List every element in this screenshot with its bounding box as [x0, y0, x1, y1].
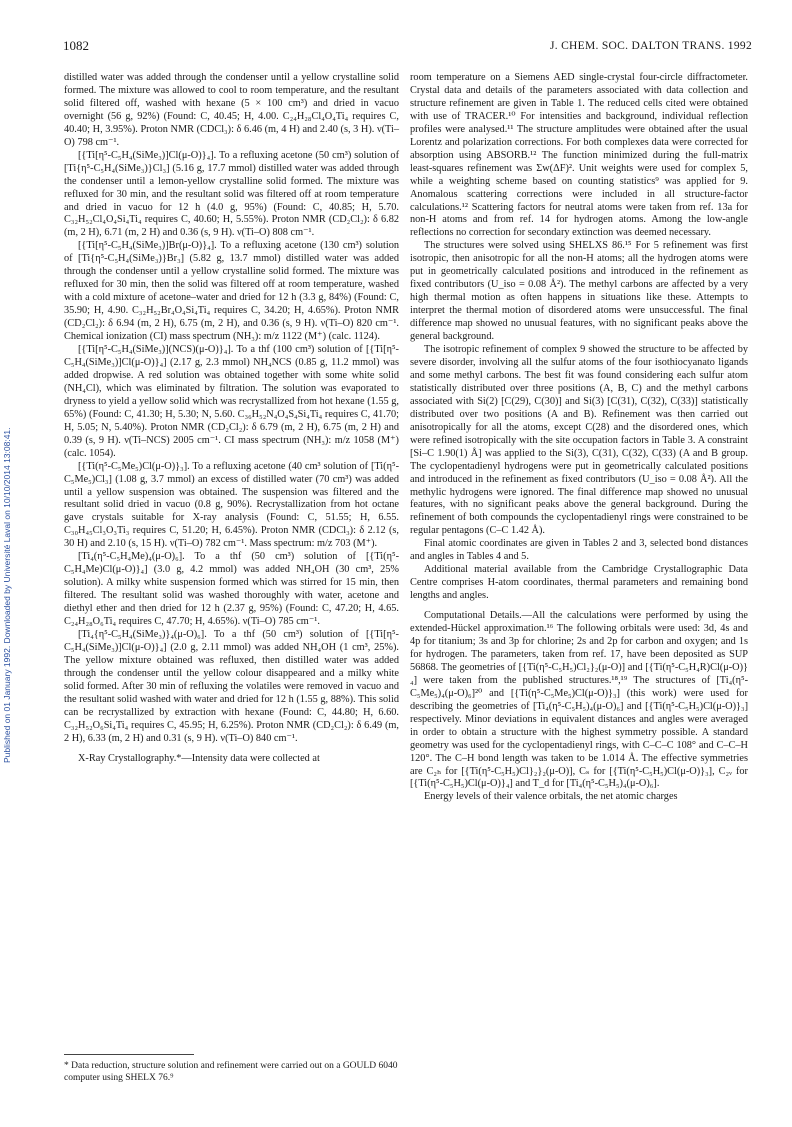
left-column — [64, 72, 399, 766]
paragraph: Final atomic coordinates are given in Tables 2 and 3, selected bond distances and angles in Tables 4 and 5. — [410, 538, 748, 563]
paragraph: [{Ti[η⁵-C₅H₄(SiMe₃)]Cl(μ-O)}₄]. To a refluxing acetone (50 cm³) solution of [Ti{η⁵-C₅H₄(SiMe₃)}Cl₃] (5.16 g, 17.7 mmol) distilled water was added through the condenser until a lemon-yellow crystalline solid formed. The mixture was refluxed for 30 min, and the resultant solid was filtered off at room temperature and dried in vacuo for 12 h (4.0 g, 95%) (Found: C, 40.85; H, 5.70. C₃₂H₅₂Cl₄O₄Si₄Ti₄ requires C, 40.60; H, 5.55%). Proton NMR (CD₂Cl₂): δ 6.82 (m, 2 H), 6.71 (m, 2 H) and 0.36 (s, 9 H). ν(Ti–O) 808 cm⁻¹. — [64, 149, 399, 239]
paragraph: room temperature on a Siemens AED single-crystal four-circle diffractometer. Crystal data and details of the parameters associated with data collection and structure refinement are given in Table 1. The reduced cells cited were obtained with use of TRACER.¹⁰ For intensities and background, individual reflection profiles were analysed.¹¹ The structure amplitudes were obtained after the usual Lorentz and polarization corrections. For both complexes data were corrected for absorption using ABSORB.¹² The function minimized during the full-matrix least-squares refinement was Σw(ΔF)². Unit weights were used for complex 5, while a weighting scheme based on counting statistics⁹ was applied for 9. Anomalous scattering corrections were included in all structure-factor calculations.¹² Scattering factors for neutral atoms were taken from ref. 13a for non-H atoms and from ref. 14 for hydrogen atoms. Among the low-angle reflections no correction for secondary extinction was deemed necessary. — [410, 72, 748, 239]
footnote — [64, 1060, 399, 1084]
section-start-paragraph: Computational Details.—All the calculations were performed by using the extended-Hückel approximation.¹⁶ The following orbitals were used: 3d, 4s and 4p for titanium; 3s and 3p for chlorine; 2s and 2p for carbon and oxygen; and 1s for hydrogen. The parameters, taken from ref. 17, have been deposited as SUP 56868. The geometries of [{Ti(η⁵-C₅H₅)Cl₂}₂(μ-O)] and [{Ti(η⁵-C₅H₄R)Cl(μ-O)}₄] were taken from the published structures.¹⁸,¹⁹ The structures of [Ti₄(η⁵-C₅Me₅)₄(μ-O)₆]²⁰ and [{Ti(η⁵-C₅Me₅)Cl(μ-O)}₃] (this work) were used for describing the geometries of [Ti₄(η⁵-C₅H₅)₄(μ-O)₆] and [{Ti(η⁵-C₅H₅)Cl(μ-O)}₃] respectively. Minor deviations in equivalent distances and angles were averaged in order to obtain a structure with the highest symmetry possible. A standard geometry was used for the cyclopentadienyl rings, with C–C–C 108° and C–C–H 120°. The C–H bond length was taken to be 1.014 Å. The effective symmetries are C₂ₕ for [{Ti(η⁵-C₅H₅)Cl}₂}₂(μ-O)], Cₛ for [{Ti(η⁵-C₅H₅)Cl(μ-O)}₃], C₂ᵥ for [{Ti(η⁵-C₅H₅)Cl(μ-O)}₄] and T_d for [Ti₄(η⁵-C₅H₅)₄(μ-O)₆]. — [410, 610, 748, 790]
footnote-text: * Data reduction, structure solution and refinement were carried out on a GOULD 6040 computer using SHELX 76.⁹ — [64, 1061, 398, 1083]
paragraph: Additional material available from the Cambridge Crystallographic Data Centre comprises H-atom coordinates, thermal parameters and remaining bond lengths and angles. — [410, 564, 748, 602]
right-column — [410, 72, 748, 804]
paragraph: [{Ti(η⁵-C₅Me₅)Cl(μ-O)}₃]. To a refluxing acetone (40 cm³ solution of [Ti(η⁵-C₅Me₅)Cl₃] (1.08 g, 3.7 mmol) an excess of distilled water (70 cm³) was added until a yellow suspension was obtained. The suspension was filtered and the resultant solid dried in vacuo (0.8 g, 90%). Recrystallization from hot octane gave crystals suitable for X-ray analysis (Found: C, 51.55; H, 6.55. C₃₀H₄₅Cl₃O₃Ti₃ requires C, 51.20; H, 6.45%). Proton NMR (CDCl₃): δ 2.12 (s, 30 H) and 2.10 (s, 15 H). ν(Ti–O) 782 cm⁻¹. Mass spectrum: m/z 703 (M⁺). — [64, 460, 399, 550]
paragraph: The structures were solved using SHELXS 86.¹⁵ For 5 refinement was first isotropic, then anisotropic for all the non-H atoms; all the hydrogen atoms were put in geometrically calculated positions and introduced in the refinement as fixed contributors (U_iso = 0.08 Å²). The methyl carbons are affected by a very high thermal motion as often happens in situations like these. Attempts to interpret the thermal motion of disordered atoms were unsuccessful. The final difference map showed no unusual features, with no significant peaks above the general background. — [410, 240, 748, 343]
download-sidenote: Published on 01 January 1992. Downloaded by Université Laval on 10/10/2014 13:08:41. — [2, 427, 12, 763]
journal-header: J. CHEM. SOC. DALTON TRANS. 1992 — [549, 40, 752, 52]
paragraph: distilled water was added through the condenser until a yellow crystalline solid formed. The mixture was allowed to cool to room temperature, and the resultant solid filtered off, washed with hexane (5 × 100 cm³) and dried in vacuo overnight (56 g, 92%) (Found: C, 40.45; H, 4.00. C₂₄H₂₈Cl₄O₄Ti₄ requires C, 40.40; H, 3.95%). Proton NMR (CDCl₃): δ 6.46 (m, 4 H) and 2.40 (s, 3 H). ν(Ti–O) 798 cm⁻¹. — [64, 72, 399, 148]
paragraph: [Ti₄{η⁵-C₅H₄(SiMe₃)}₄(μ-O)₆]. To a thf (50 cm³) solution of [{Ti[η⁵-C₅H₄(SiMe₃)]Cl(μ-O)}₄] (2.0 g, 2.11 mmol) was added NH₄OH (1 cm³, 25%). The yellow mixture obtained was refluxed, then distilled water was added through the condenser until the yellow colour disappeared and a milky white solid formed. After 30 min of refluxing the volatiles were removed in vacuo and the resultant solid washed with water and dried for 12 h (1.55 g, 88%). This solid can be recrystallized by extraction with hexane (Found: C, 44.80; H, 6.60. C₃₂H₅₂O₆Si₄Ti₄ requires C, 45.95; H, 6.25%). Proton NMR (CD₂Cl₂): δ 6.49 (m, 2 H), 6.33 (m, 2 H) and 0.31 (s, 9 H). ν(Ti–O) 840 cm⁻¹. — [64, 628, 399, 744]
paragraph: Energy levels of their valence orbitals, the net atomic charges — [424, 791, 678, 803]
paragraph: The isotropic refinement of complex 9 showed the structure to be affected by severe disorder, involving all the sulfur atoms of the four isothiocyanato ligands and some methyl carbons. The best fit was found considering each sulfur atom statistically distributed over three positions (A, B, C) and the methyl carbons associated with Si(2) [C(29), C(30)] and Si(3) [C(31), C(32), C(33)] statistically distributed over two positions (A and B). Refinement was then carried out anisotropically for all the atoms, except C(28) and the disordered ones, which were refined isotropically with the site occupation factors in Table 3. A constraint [Si–C 1.90(1) Å] was applied to the Si(3), C(31), C(32), C(33) (A and B group. The cyclopentadienyl hydrogens were put in geometrically calculated positions and introduced in the refinement as fixed contributors (U_iso = 0.08 Å²). All the methylic hydrogens were ignored. The final difference map showed no unusual features, with no significant peaks above the general background. During the refinement of both compounds the cyclopentadienyl rings were constrained to be regular pentagons (C–C 1.42 Å). — [410, 344, 748, 537]
section-start-paragraph: X-Ray Crystallography.*—Intensity data were collected at — [78, 752, 320, 764]
footnote-rule — [64, 1054, 194, 1055]
paragraph: [{Ti[η⁵-C₅H₄(SiMe₃)](NCS)(μ-O)}₄]. To a thf (100 cm³) solution of [{Ti[η⁵-C₅H₄(SiMe₃)]Cl(μ-O)}₄] (2.17 g, 2.3 mmol) NH₄NCS (0.85 g, 11.2 mmol) was added dropwise. A red solution was obtained together with some white solid (NH₄Cl), which was eliminated by filtration. The solution was evaporated to dryness to yield a yellow solid which was recrystallized from hot hexane (1.55 g, 65%) (Found: C, 41.30; H, 5.30; N, 5.60. C₃₆H₅₂N₄O₄S₄Si₄Ti₄ requires C, 41.70; H, 5.05; N, 5.40%). Proton NMR (CD₂Cl₂): δ 6.79 (m, 2 H), 6.75 (m, 2 H) and 0.39 (s, 9 H). ν(Ti–NCS) 2005 cm⁻¹. CI mass spectrum (NH₃): m/z 1058 (M⁺) (calc. 1054). — [64, 344, 399, 459]
paragraph: [{Ti[η⁵-C₅H₄(SiMe₃)]Br(μ-O)}₄]. To a refluxing acetone (130 cm³) solution of [Ti{η⁵-C₅H₄(SiMe₃)}Br₃] (5.82 g, 13.7 mmol) distilled water was added through the condenser until a yellow crystalline solid formed. The mixture was refluxed for 30 min, then the solid was filtered off at room temperature, washed with a cold mixture of acetone–water and dried for 12 h (3.3 g, 84%) (Found: C, 35.90; H, 4.90. C₃₂H₅₂Br₄O₄Si₄Ti₄ requires C, 34.20; H, 4.65%). Proton NMR (CD₂Cl₂): δ 6.94 (m, 2 H), 6.75 (m, 2 H), and 0.36 (s, 9 H). ν(Ti–O) 820 cm⁻¹. Chemical ionization (CI) mass spectrum (NH₃): m/z 1122 (M⁺) (calc. 1124). — [64, 240, 399, 343]
page-number: 1082 — [63, 38, 89, 53]
paragraph: [Ti₄(η⁵-C₅H₄Me)₄(μ-O)₆]. To a thf (50 cm³) solution of [{Ti(η⁵-C₅H₄Me)Cl(μ-O)}₄] (3.0 g, 4.2 mmol) was added NH₄OH (30 cm³, 25% solution). A milky white suspension formed which was stirred for 15 min, then filtered. The resultant solid was washed thoroughly with water, acetone and diethyl ether and then dried for 12 h (2.37 g, 95%) (Found: C, 47.20; H, 4.65. C₂₄H₂₈O₆Ti₄ requires C, 47.70; H, 4.65%). ν(Ti–O) 785 cm⁻¹. — [64, 551, 399, 628]
